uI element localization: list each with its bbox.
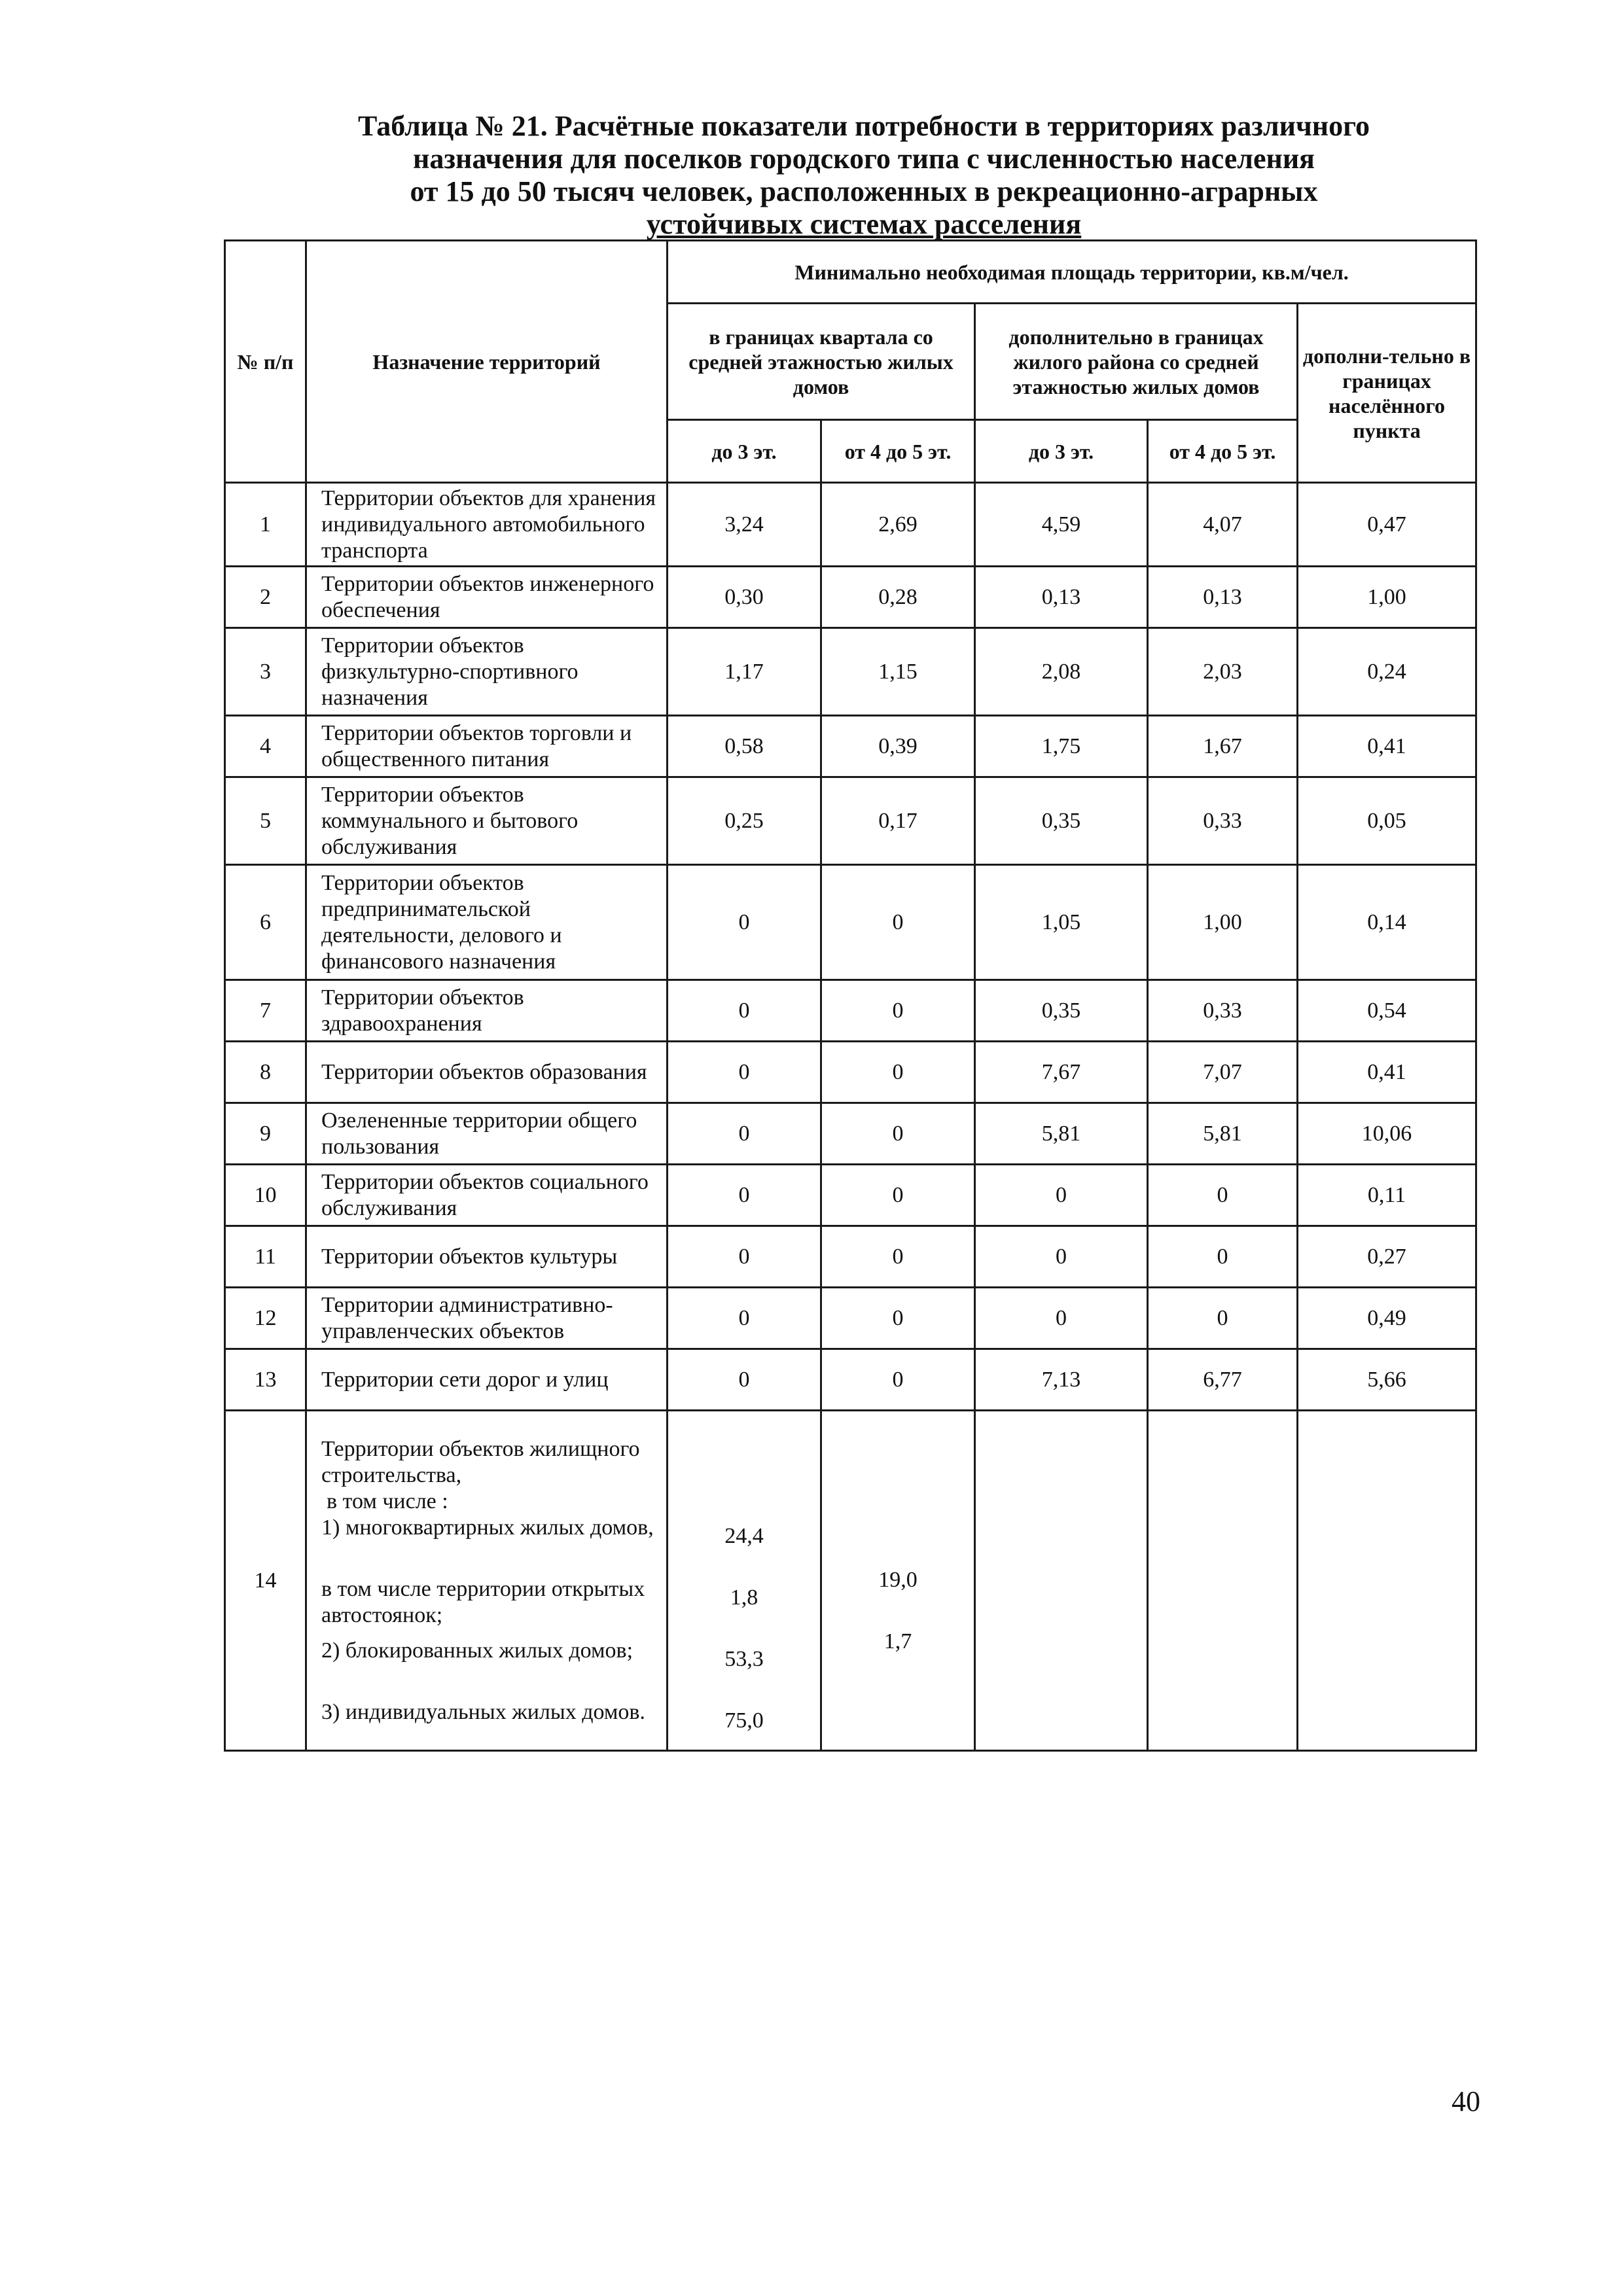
row-name: Территории объектов физкультурно-спортивного назначения xyxy=(306,628,668,716)
cell-col-district-4to5: 2,03 xyxy=(1148,628,1298,716)
row-number: 1 xyxy=(225,483,306,567)
row-number: 4 xyxy=(225,716,306,777)
row-number: 8 xyxy=(225,1042,306,1103)
cell-col-block-4to5: 0 xyxy=(821,1042,975,1103)
cell-col-district-up3: 0,35 xyxy=(975,980,1148,1042)
row14-item-3: 2) блокированных жилых домов; xyxy=(321,1638,633,1663)
header-num: № п/п xyxy=(225,241,306,483)
row-name: Территории объектов коммунального и бытового обслуживания xyxy=(306,777,668,865)
row-number: 2 xyxy=(225,567,306,628)
cell-col-block-4to5: 0 xyxy=(821,1226,975,1288)
row-name: Территории объектов торговли и общественного питания xyxy=(306,716,668,777)
cell-col-district-up3: 2,08 xyxy=(975,628,1148,716)
cell-col-settlement: 10,06 xyxy=(1298,1103,1476,1165)
row-name: Территории сети дорог и улиц xyxy=(306,1349,668,1411)
row14-col-block-up3 xyxy=(668,1411,821,1751)
cell-col-district-up3: 7,13 xyxy=(975,1349,1148,1411)
row-name xyxy=(306,1411,668,1751)
cell-col-block-4to5: 0,28 xyxy=(821,567,975,628)
table-row xyxy=(225,1042,1476,1103)
table-row xyxy=(225,1288,1476,1349)
cell-col-block-4to5: 0 xyxy=(821,1349,975,1411)
cell-col-district-4to5: 0 xyxy=(1148,1288,1298,1349)
table-row xyxy=(225,567,1476,628)
header-district-up3: до 3 эт. xyxy=(975,420,1148,483)
cell-col-block-up3: 1,17 xyxy=(668,628,821,716)
cell-col-block-4to5: 0,17 xyxy=(821,777,975,865)
header-settlement: дополни-тельно в границах населённого пункта xyxy=(1298,304,1476,483)
row-name: Территории объектов здравоохранения xyxy=(306,980,668,1042)
cell-col-block-up3: 0 xyxy=(668,865,821,980)
table-row xyxy=(225,1103,1476,1165)
cell-col-block-up3: 0 xyxy=(668,1103,821,1165)
table-row xyxy=(225,777,1476,865)
row14-intro2: в том числе : xyxy=(327,1489,448,1513)
row-number: 13 xyxy=(225,1349,306,1411)
cell-col-district-4to5: 0,33 xyxy=(1148,980,1298,1042)
cell-col-district-4to5: 1,67 xyxy=(1148,716,1298,777)
table-row xyxy=(225,628,1476,716)
cell-col-block-4to5: 0 xyxy=(821,1103,975,1165)
header-district-4to5: от 4 до 5 эт. xyxy=(1148,420,1298,483)
row14-val-1a: 24,4 xyxy=(724,1523,764,1548)
cell-col-settlement: 0,24 xyxy=(1298,628,1476,716)
row14-item-2: в том числе территории открытых автостоянок; xyxy=(321,1576,645,1627)
cell-col-settlement: 0,27 xyxy=(1298,1226,1476,1288)
cell-col-district-4to5: 6,77 xyxy=(1148,1349,1298,1411)
cell-col-settlement: 0,54 xyxy=(1298,980,1476,1042)
cell-col-block-4to5: 0 xyxy=(821,1165,975,1226)
cell-col-block-up3: 0 xyxy=(668,1165,821,1226)
table-row xyxy=(225,980,1476,1042)
cell-col-block-up3: 0,58 xyxy=(668,716,821,777)
cell-col-district-up3: 0,13 xyxy=(975,567,1148,628)
row-number: 5 xyxy=(225,777,306,865)
cell-col-district-up3: 0,35 xyxy=(975,777,1148,865)
row14-item-1: 1) многоквартирных жилых домов, xyxy=(321,1515,654,1540)
cell-col-district-up3: 4,59 xyxy=(975,483,1148,567)
page-number: 40 xyxy=(1452,2085,1480,2117)
table-row xyxy=(225,1226,1476,1288)
territory-table xyxy=(224,239,1477,1752)
title-line-2: назначения для поселков городского типа с численностью населения xyxy=(413,143,1315,175)
cell-col-district-4to5: 1,00 xyxy=(1148,865,1298,980)
header-area: Минимально необходимая площадь территории, кв.м/чел. xyxy=(668,241,1476,304)
title-line-4: устойчивых системах расселения xyxy=(646,208,1082,240)
table-row xyxy=(225,716,1476,777)
cell-col-district-4to5: 5,81 xyxy=(1148,1103,1298,1165)
cell-col-block-up3: 0 xyxy=(668,1042,821,1103)
cell-col-block-up3: 0,30 xyxy=(668,567,821,628)
header-block-4to5: от 4 до 5 эт. xyxy=(821,420,975,483)
title-line-1: Таблица № 21. Расчётные показатели потребности в территориях различного xyxy=(357,110,1370,142)
cell-col-block-up3: 0 xyxy=(668,1226,821,1288)
row-number: 11 xyxy=(225,1226,306,1288)
row-name: Территории административно-управленческих объектов xyxy=(306,1288,668,1349)
row14-col-settlement xyxy=(1298,1411,1476,1751)
table-row xyxy=(225,865,1476,980)
cell-col-block-4to5: 0 xyxy=(821,980,975,1042)
row14-item-4: 3) индивидуальных жилых домов. xyxy=(321,1699,645,1724)
table-body xyxy=(225,483,1476,1751)
row-name: Территории объектов культуры xyxy=(306,1226,668,1288)
cell-col-block-up3: 3,24 xyxy=(668,483,821,567)
row14-col-block-4to5 xyxy=(821,1411,975,1751)
cell-col-settlement: 0,05 xyxy=(1298,777,1476,865)
row-number: 10 xyxy=(225,1165,306,1226)
cell-col-district-up3: 7,67 xyxy=(975,1042,1148,1103)
row14-val-2b: 1,7 xyxy=(883,1629,912,1653)
row-number: 9 xyxy=(225,1103,306,1165)
cell-col-district-up3: 0 xyxy=(975,1226,1148,1288)
table-row xyxy=(225,1349,1476,1411)
cell-col-settlement: 5,66 xyxy=(1298,1349,1476,1411)
cell-col-district-up3: 5,81 xyxy=(975,1103,1148,1165)
cell-col-settlement: 0,11 xyxy=(1298,1165,1476,1226)
row-name: Территории объектов инженерного обеспечения xyxy=(306,567,668,628)
row-name: Территории объектов социального обслуживания xyxy=(306,1165,668,1226)
row14-val-4a: 75,0 xyxy=(724,1708,764,1733)
cell-col-block-up3: 0,25 xyxy=(668,777,821,865)
row14-intro: Территории объектов жилищного строительства, xyxy=(321,1436,640,1487)
cell-col-settlement: 0,49 xyxy=(1298,1288,1476,1349)
row14-val-3a: 53,3 xyxy=(724,1646,764,1671)
row-number: 14 xyxy=(225,1411,306,1751)
row-number: 6 xyxy=(225,865,306,980)
row-name: Территории объектов предпринимательской деятельности, делового и финансового назначения xyxy=(306,865,668,980)
row-number: 7 xyxy=(225,980,306,1042)
header-name: Назначение территорий xyxy=(306,241,668,483)
cell-col-district-up3: 0 xyxy=(975,1165,1148,1226)
row14-val-1b: 19,0 xyxy=(878,1567,918,1592)
row-number: 12 xyxy=(225,1288,306,1349)
cell-col-settlement: 0,14 xyxy=(1298,865,1476,980)
cell-col-block-4to5: 2,69 xyxy=(821,483,975,567)
table-row-14 xyxy=(225,1411,1476,1751)
cell-col-district-4to5: 0,13 xyxy=(1148,567,1298,628)
cell-col-settlement: 0,47 xyxy=(1298,483,1476,567)
row14-col-district-up3 xyxy=(975,1411,1148,1751)
cell-col-district-up3: 1,05 xyxy=(975,865,1148,980)
cell-col-district-4to5: 0,33 xyxy=(1148,777,1298,865)
cell-col-block-4to5: 1,15 xyxy=(821,628,975,716)
cell-col-district-4to5: 0 xyxy=(1148,1165,1298,1226)
table-row xyxy=(225,1165,1476,1226)
header-block: в границах квартала со средней этажностью жилых домов xyxy=(668,304,975,420)
cell-col-block-up3: 0 xyxy=(668,1288,821,1349)
row-name: Территории объектов образования xyxy=(306,1042,668,1103)
header-block-up3: до 3 эт. xyxy=(668,420,821,483)
cell-col-district-4to5: 7,07 xyxy=(1148,1042,1298,1103)
row-name: Территории объектов для хранения индивидуального автомобильного транспорта xyxy=(306,483,668,567)
cell-col-district-up3: 0 xyxy=(975,1288,1148,1349)
cell-col-block-up3: 0 xyxy=(668,1349,821,1411)
cell-col-district-4to5: 4,07 xyxy=(1148,483,1298,567)
cell-col-block-4to5: 0,39 xyxy=(821,716,975,777)
table-title xyxy=(223,110,1505,241)
row14-val-2a: 1,8 xyxy=(730,1585,758,1610)
cell-col-settlement: 0,41 xyxy=(1298,716,1476,777)
table-header xyxy=(225,241,1476,483)
title-line-3: от 15 до 50 тысяч человек, расположенных в рекреационно-аграрных xyxy=(410,175,1318,207)
cell-col-block-4to5: 0 xyxy=(821,1288,975,1349)
cell-col-district-up3: 1,75 xyxy=(975,716,1148,777)
row-number: 3 xyxy=(225,628,306,716)
cell-col-district-4to5: 0 xyxy=(1148,1226,1298,1288)
cell-col-block-4to5: 0 xyxy=(821,865,975,980)
table-row xyxy=(225,483,1476,567)
cell-col-settlement: 0,41 xyxy=(1298,1042,1476,1103)
header-district: дополнительно в границах жилого района со средней этажностью жилых домов xyxy=(975,304,1298,420)
row14-col-district-4to5 xyxy=(1148,1411,1298,1751)
cell-col-settlement: 1,00 xyxy=(1298,567,1476,628)
row-name: Озелененные территории общего пользования xyxy=(306,1103,668,1165)
cell-col-block-up3: 0 xyxy=(668,980,821,1042)
